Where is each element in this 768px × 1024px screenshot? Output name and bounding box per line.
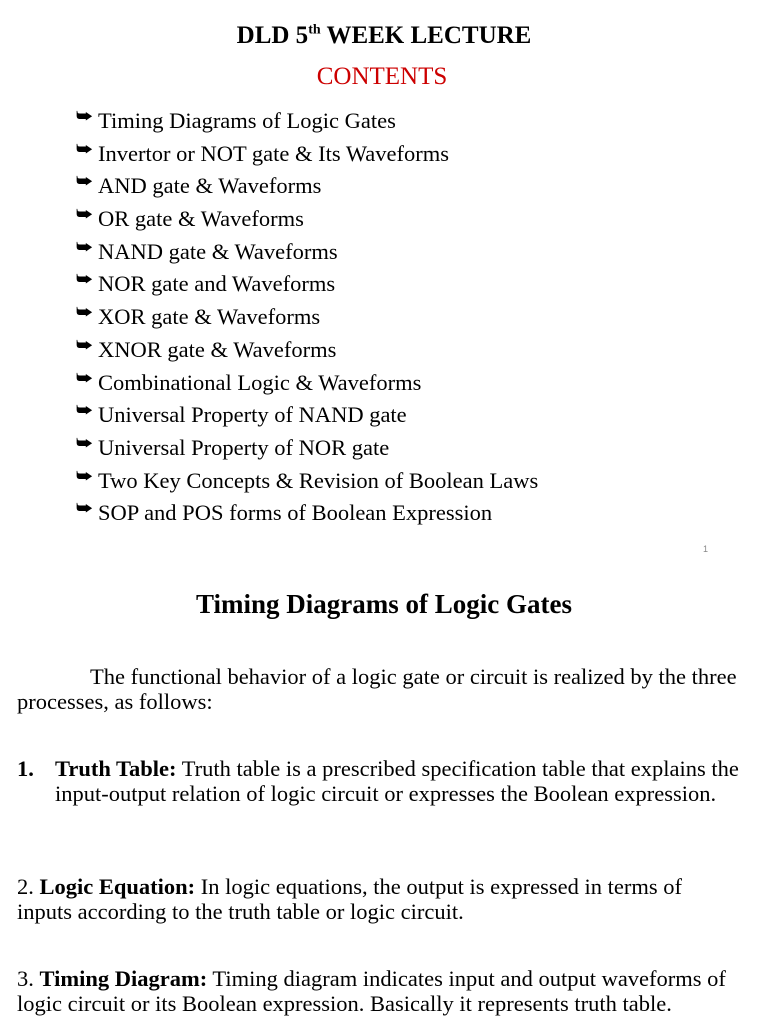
contents-item bbox=[76, 203, 538, 236]
contents-item-label: NAND gate & Waveforms bbox=[98, 238, 338, 264]
contents-item-label: Universal Property of NAND gate bbox=[98, 402, 407, 428]
arrow-right-icon: ⮩ bbox=[76, 367, 93, 389]
arrow-right-icon: ⮩ bbox=[76, 498, 93, 520]
contents-item-label: AND gate & Waveforms bbox=[98, 173, 322, 199]
contents-item bbox=[76, 301, 538, 334]
contents-item-label: OR gate & Waveforms bbox=[98, 206, 304, 232]
contents-item-label: Timing Diagrams of Logic Gates bbox=[98, 108, 396, 133]
arrow-right-icon: ⮩ bbox=[76, 204, 93, 226]
lecture-title bbox=[0, 20, 768, 52]
item-label: Timing Diagram: bbox=[39, 966, 208, 991]
arrow-right-icon: ⮩ bbox=[76, 400, 93, 422]
lecture-title-prefix: DLD 5 bbox=[236, 22, 309, 49]
timing-diagram-item bbox=[17, 966, 742, 1016]
contents-item-label: NOR gate and Waveforms bbox=[98, 271, 336, 297]
intro-paragraph: The functional behavior of a logic gate or circuit is realized by the three processes, as follows: bbox=[17, 664, 737, 714]
item-text: Truth table is a prescribed specification table that explains the input-output relation of logic circuit or expresses the Boolean expression. bbox=[55, 756, 739, 806]
item-number: 3. bbox=[17, 966, 40, 991]
contents-item-label: XOR gate & Waveforms bbox=[98, 304, 321, 330]
contents-item-label: XNOR gate & Waveforms bbox=[98, 336, 337, 362]
contents-item bbox=[76, 268, 538, 301]
contents-item bbox=[76, 367, 538, 400]
contents-item bbox=[76, 105, 538, 138]
item-number: 2. bbox=[17, 874, 40, 899]
item-label: Truth Table: bbox=[55, 756, 177, 781]
item-number: 1. bbox=[17, 756, 34, 781]
contents-item bbox=[76, 399, 538, 432]
contents-item-label: Combinational Logic & Waveforms bbox=[98, 369, 422, 395]
lecture-title-superscript: th bbox=[308, 22, 321, 38]
item-text: In logic equations, the output is expressed in terms of inputs according to the truth table or logic circuit. bbox=[17, 874, 682, 924]
arrow-right-icon: ⮩ bbox=[76, 302, 93, 324]
arrow-right-icon: ⮩ bbox=[76, 138, 93, 160]
contents-item-label: Two Key Concepts & Revision of Boolean Laws bbox=[98, 467, 539, 493]
contents-item bbox=[76, 138, 538, 171]
arrow-right-icon: ⮩ bbox=[76, 465, 93, 487]
contents-list bbox=[76, 105, 538, 530]
truth-table-item bbox=[17, 756, 742, 806]
arrow-right-icon: ⮩ bbox=[76, 171, 93, 193]
logic-equation-item bbox=[17, 874, 742, 924]
page-number: 1 bbox=[703, 544, 709, 554]
contents-item bbox=[76, 465, 538, 498]
contents-item bbox=[76, 432, 538, 465]
contents-item-label: Invertor or NOT gate & Its Waveforms bbox=[98, 140, 450, 166]
section-title: Timing Diagrams of Logic Gates bbox=[196, 589, 572, 619]
contents-item bbox=[76, 334, 538, 367]
arrow-right-icon: ⮩ bbox=[76, 106, 93, 127]
contents-item-label: Universal Property of NOR gate bbox=[98, 434, 390, 460]
arrow-right-icon: ⮩ bbox=[76, 334, 93, 356]
contents-item bbox=[76, 497, 538, 530]
arrow-right-icon: ⮩ bbox=[76, 236, 93, 258]
contents-item bbox=[76, 170, 538, 203]
item-text: Timing diagram indicates input and output waveforms of logic circuit or its Boolean expression. Basically it represents truth table. bbox=[17, 966, 726, 1016]
arrow-right-icon: ⮩ bbox=[76, 269, 93, 291]
contents-heading: CONTENTS bbox=[316, 63, 448, 90]
contents-item bbox=[76, 236, 538, 269]
item-label: Logic Equation: bbox=[39, 874, 196, 899]
contents-item-label: SOP and POS forms of Boolean Expression bbox=[98, 500, 493, 526]
arrow-right-icon: ⮩ bbox=[76, 432, 93, 454]
lecture-title-suffix: WEEK LECTURE bbox=[320, 22, 532, 49]
